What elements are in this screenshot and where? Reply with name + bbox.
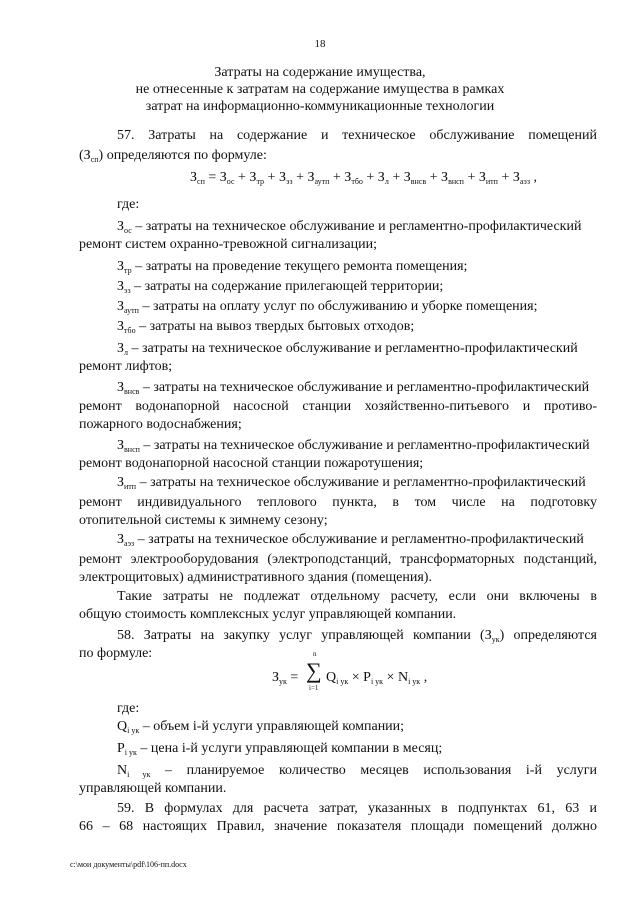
paragraph-58-line: 58. Затраты на закупку услуг управляющей компании $(З_{ук})$ определяются (117, 628, 597, 644)
definition-cont: отопительной системы к зимнему сезону; (79, 513, 328, 528)
definition-cont: ремонт лифтов; (79, 359, 173, 374)
definition-q: $Q_{i ук}$ – объем i-й услуги управляющей компании; (117, 719, 405, 735)
page-number: 18 (314, 38, 326, 50)
where-label: где: (117, 701, 140, 716)
paragraph-57-line (79, 147, 559, 168)
paragraph-57-line: 57. Затраты на содержание и техническое обслуживание помещений (117, 128, 597, 143)
definition-тр: $З_{тр}$ – затраты на проведение текущего ремонта помещения; (117, 259, 468, 275)
subscript: сп (90, 155, 99, 164)
formula-57 (190, 170, 537, 186)
formula-rhs: $Q_{i ук} \times P_{i ук} \times N_{i ук}$ , (326, 670, 428, 686)
definition-внсп: $З_{внсп}$ – затраты на техническое обслуживание и регламентно-профилактический (117, 438, 590, 454)
definition-cont: ремонт систем охранно-тревожной сигнализации; (79, 237, 377, 252)
note-line: Такие затраты не подлежат отдельному расчету, если они включены в (117, 589, 597, 604)
definition-л: $З_л$ – затраты на техническое обслуживание и регламентно-профилактический (117, 341, 578, 357)
definition-ос: $З_{ос}$ – затраты на техническое обслуживание и регламентно-профилактический (117, 219, 582, 235)
definition-аутп: $З_{аутп}$ – затраты на оплату услуг по обслуживанию и уборке помещения; (117, 299, 538, 315)
text: (З (79, 148, 91, 163)
definition-cont: ремонт электрооборудования (электроподстанций, трансформаторных подстанций, (79, 552, 597, 567)
definition-тбо: $З_{тбо}$ – затраты на вывоз твердых бытовых отходов; (117, 319, 415, 335)
definition-cont: пожарного водоснабжения; (79, 417, 242, 432)
definition-итп: $З_{итп}$ – затраты на техническое обслуживание и регламентно-профилактический (117, 475, 586, 491)
where-label: где: (117, 197, 140, 212)
definition-cont: ремонт водонапорной насосной станции пожаротушения; (79, 456, 424, 471)
definition-p: $P_{i ук}$ – цена i-й услуги управляющей компании в месяц; (117, 741, 443, 757)
formula-lhs: $З_{ук}$ = (272, 670, 299, 686)
heading-line: Затраты на содержание имущества, (214, 65, 426, 80)
definition-cont: ремонт водонапорной насосной станции хозяйственно-питьевого и противо- (79, 399, 597, 414)
definition-внсв: $З_{внсв}$ – затраты на техническое обслуживание и регламентно-профилактический (117, 380, 590, 396)
sum-icon: ∑ (306, 658, 322, 683)
definition-аэз: $З_{аэз}$ – затраты на техническое обслуживание и регламентно-профилактический (117, 532, 584, 548)
paragraph-58-line: по формуле: (79, 646, 153, 661)
paragraph-59-line: 59. В формулах для расчета затрат, указанных в подпунктах 61, 63 и (117, 801, 597, 816)
sum-lower: i=1 (309, 684, 319, 692)
formula-text: $З_{сп} = З_{ос} + З_{тр} + З_{эз} + З_{аутп} + З_{тбо} + З_л + З_{внсв} + З_{внсп} + З_{итп} + З_{аэз}$ , (190, 170, 538, 186)
definition-n: $N_{i ук}$ – планируемое количество месяцев использования i-й услуги (117, 763, 598, 779)
definition-cont: ремонт индивидуального теплового пункта, в том числе на подготовку (79, 495, 597, 510)
sum-upper: n (313, 650, 317, 658)
definition-cont: электрощитовых) административного здания (помещения). (79, 570, 432, 585)
text: ) определяются по формуле: (98, 148, 267, 163)
definition-cont: управляющей компании. (79, 781, 227, 796)
heading-line: затрат на информационно-коммуникационные технологии (145, 99, 495, 114)
definition-эз: $З_{эз}$ – затраты на содержание прилегающей территории; (117, 279, 444, 295)
note-line: общую стоимость комплексных услуг управляющей компании. (79, 607, 457, 622)
heading-line: не отнесенные к затратам на содержание имущества в рамках (135, 82, 505, 97)
section-heading (0, 64, 640, 115)
paragraph-59-line: 66 – 68 настоящих Правил, значение показателя площади помещений должно (79, 819, 597, 834)
file-path-footer: c:\мои документы\pdf\106-пп.docx (70, 860, 187, 869)
